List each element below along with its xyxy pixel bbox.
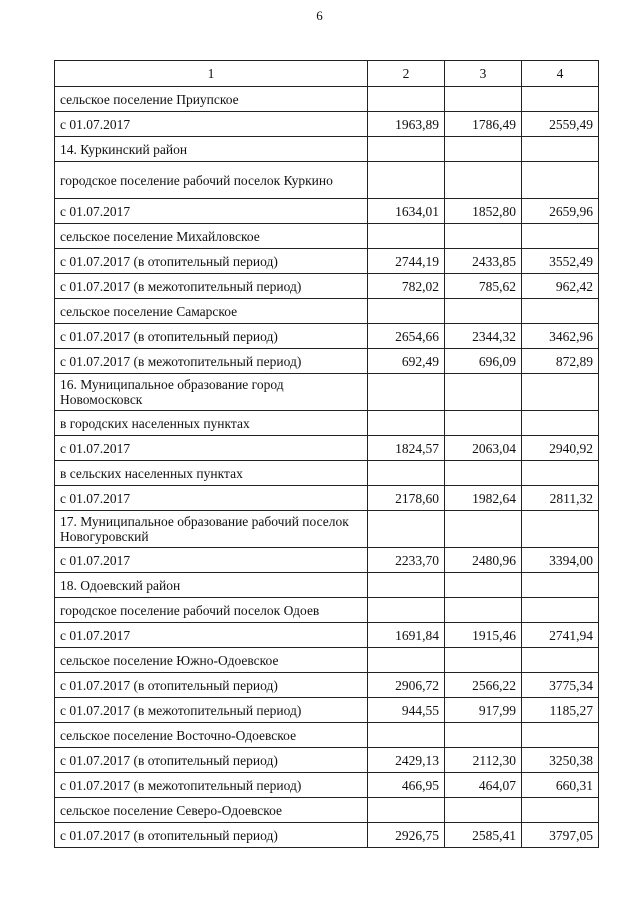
column-header-1: 1 [55,61,368,87]
value-cell-col3: 2063,04 [445,436,522,461]
value-cell-col4 [522,224,599,249]
value-cell-col2 [368,224,445,249]
table-body [55,87,599,848]
value-cell-col4: 3775,34 [522,673,599,698]
value-cell-col4: 2741,94 [522,623,599,648]
table-row [55,486,599,511]
row-label: сельское поселение Михайловское [55,224,368,249]
value-cell-col2: 1691,84 [368,623,445,648]
row-label: с 01.07.2017 (в отопительный период) [55,823,368,848]
row-label: с 01.07.2017 [55,436,368,461]
row-label: сельское поселение Южно-Одоевское [55,648,368,673]
value-cell-col2: 2744,19 [368,249,445,274]
value-cell-col4: 2559,49 [522,112,599,137]
value-cell-col4: 3797,05 [522,823,599,848]
value-cell-col2: 466,95 [368,773,445,798]
value-cell-col3 [445,411,522,436]
value-cell-col2: 1634,01 [368,199,445,224]
value-cell-col3: 464,07 [445,773,522,798]
table-row [55,374,599,411]
value-cell-col4: 2940,92 [522,436,599,461]
value-cell-col2: 692,49 [368,349,445,374]
value-cell-col4 [522,648,599,673]
table-row [55,673,599,698]
row-label: городское поселение рабочий поселок Одоев [55,598,368,623]
table-row [55,511,599,548]
table-row [55,436,599,461]
value-cell-col3 [445,648,522,673]
row-label: с 01.07.2017 [55,486,368,511]
value-cell-col2: 2906,72 [368,673,445,698]
value-cell-col4 [522,798,599,823]
value-cell-col4: 872,89 [522,349,599,374]
column-header-3: 3 [445,61,522,87]
row-label: с 01.07.2017 (в отопительный период) [55,673,368,698]
value-cell-col4 [522,461,599,486]
value-cell-col2: 1963,89 [368,112,445,137]
row-label: 16. Муниципальное образование город Новомосковск [55,374,368,411]
table-row [55,137,599,162]
value-cell-col3: 785,62 [445,274,522,299]
row-label: с 01.07.2017 (в отопительный период) [55,748,368,773]
value-cell-col3: 917,99 [445,698,522,723]
row-label: с 01.07.2017 (в межотопительный период) [55,274,368,299]
value-cell-col3: 2344,32 [445,324,522,349]
column-header-4: 4 [522,61,599,87]
value-cell-col2 [368,798,445,823]
table-row [55,274,599,299]
value-cell-col3 [445,87,522,112]
value-cell-col4 [522,299,599,324]
value-cell-col2 [368,374,445,411]
table-header [55,61,599,87]
value-cell-col2 [368,461,445,486]
row-label: с 01.07.2017 [55,112,368,137]
table-row [55,598,599,623]
value-cell-col4: 962,42 [522,274,599,299]
value-cell-col3: 1982,64 [445,486,522,511]
value-cell-col2: 2926,75 [368,823,445,848]
value-cell-col3 [445,162,522,199]
value-cell-col3 [445,723,522,748]
value-cell-col4: 660,31 [522,773,599,798]
value-cell-col3: 2112,30 [445,748,522,773]
value-cell-col2 [368,411,445,436]
row-label: с 01.07.2017 (в отопительный период) [55,324,368,349]
table-row [55,698,599,723]
value-cell-col3: 696,09 [445,349,522,374]
row-label: с 01.07.2017 (в межотопительный период) [55,349,368,374]
table-row [55,548,599,573]
value-cell-col3: 2480,96 [445,548,522,573]
row-label: городское поселение рабочий поселок Куркино [55,162,368,199]
value-cell-col2: 2233,70 [368,548,445,573]
table-row [55,823,599,848]
table-row [55,324,599,349]
table-row [55,349,599,374]
table-row [55,648,599,673]
value-cell-col4: 2811,32 [522,486,599,511]
table-row [55,162,599,199]
table-row [55,773,599,798]
row-label: с 01.07.2017 (в межотопительный период) [55,773,368,798]
value-cell-col2: 1824,57 [368,436,445,461]
value-cell-col2 [368,648,445,673]
value-cell-col2 [368,299,445,324]
header-row [55,61,599,87]
table-row [55,87,599,112]
value-cell-col4 [522,374,599,411]
value-cell-col3 [445,598,522,623]
value-cell-col2 [368,598,445,623]
row-label: 17. Муниципальное образование рабочий поселок Новогуровский [55,511,368,548]
row-label: с 01.07.2017 [55,548,368,573]
value-cell-col3 [445,573,522,598]
row-label: в сельских населенных пунктах [55,461,368,486]
value-cell-col3 [445,137,522,162]
value-cell-col3: 1786,49 [445,112,522,137]
value-cell-col2 [368,511,445,548]
value-cell-col2: 2654,66 [368,324,445,349]
value-cell-col4 [522,598,599,623]
value-cell-col3 [445,798,522,823]
value-cell-col4: 3250,38 [522,748,599,773]
value-cell-col4: 2659,96 [522,199,599,224]
row-label: в городских населенных пунктах [55,411,368,436]
value-cell-col4 [522,573,599,598]
value-cell-col3: 1915,46 [445,623,522,648]
table-row [55,411,599,436]
value-cell-col3: 2566,22 [445,673,522,698]
value-cell-col2: 944,55 [368,698,445,723]
table-row [55,299,599,324]
value-cell-col2: 782,02 [368,274,445,299]
value-cell-col2 [368,573,445,598]
row-label: с 01.07.2017 (в отопительный период) [55,249,368,274]
row-label: сельское поселение Самарское [55,299,368,324]
value-cell-col3: 2585,41 [445,823,522,848]
value-cell-col2 [368,162,445,199]
value-cell-col4 [522,162,599,199]
table-row [55,112,599,137]
value-cell-col3: 1852,80 [445,199,522,224]
value-cell-col4 [522,411,599,436]
value-cell-col3 [445,299,522,324]
table-row [55,199,599,224]
value-cell-col4: 3394,00 [522,548,599,573]
row-label: с 01.07.2017 [55,623,368,648]
value-cell-col2 [368,87,445,112]
table-row [55,798,599,823]
value-cell-col4: 3462,96 [522,324,599,349]
value-cell-col3: 2433,85 [445,249,522,274]
row-label: с 01.07.2017 [55,199,368,224]
row-label: 14. Куркинский район [55,137,368,162]
value-cell-col2 [368,137,445,162]
row-label: сельское поселение Приупское [55,87,368,112]
value-cell-col4 [522,87,599,112]
value-cell-col2 [368,723,445,748]
value-cell-col3 [445,511,522,548]
table-row [55,623,599,648]
page-number: 6 [316,8,323,23]
value-cell-col3 [445,461,522,486]
row-label: с 01.07.2017 (в межотопительный период) [55,698,368,723]
table-row [55,461,599,486]
table-row [55,224,599,249]
row-label: сельское поселение Северо-Одоевское [55,798,368,823]
tariff-table [54,60,599,848]
value-cell-col2: 2429,13 [368,748,445,773]
row-label: 18. Одоевский район [55,573,368,598]
column-header-2: 2 [368,61,445,87]
table-row [55,748,599,773]
value-cell-col3 [445,224,522,249]
value-cell-col4 [522,511,599,548]
value-cell-col3 [445,374,522,411]
value-cell-col2: 2178,60 [368,486,445,511]
table-row [55,723,599,748]
value-cell-col4 [522,137,599,162]
value-cell-col4 [522,723,599,748]
row-label: сельское поселение Восточно-Одоевское [55,723,368,748]
table-row [55,573,599,598]
value-cell-col4: 3552,49 [522,249,599,274]
table-row [55,249,599,274]
value-cell-col4: 1185,27 [522,698,599,723]
